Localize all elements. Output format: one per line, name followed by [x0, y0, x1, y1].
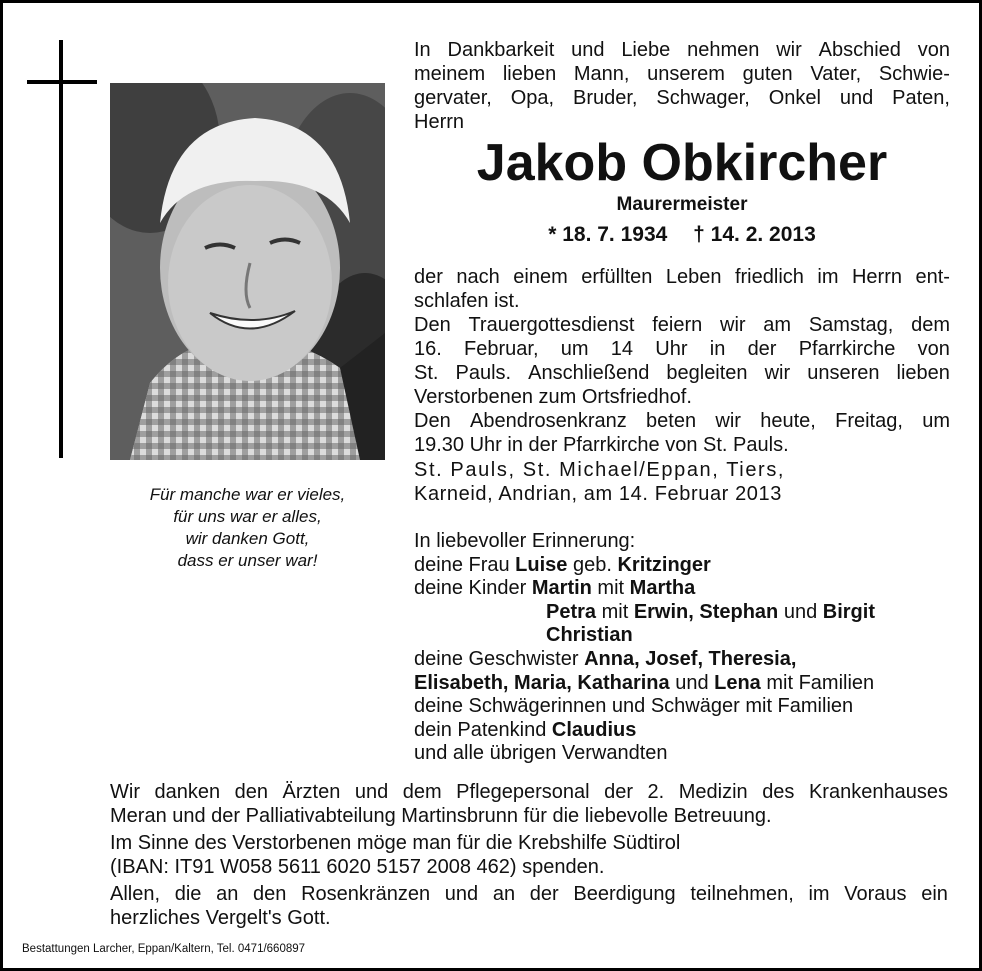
text: deine Geschwister — [414, 647, 585, 670]
verse-line: wir danken Gott, — [185, 529, 310, 548]
announcement-text — [414, 265, 950, 457]
closing-line: herzliches Vergelt's Gott. — [110, 906, 331, 929]
announcement-line: schlafen ist. — [414, 290, 520, 312]
verse-line: Für manche war er vieles, — [149, 485, 346, 504]
intro-line: In Dankbarkeit und Liebe nehmen wir Abschied von — [414, 39, 950, 61]
cross-icon-bar — [27, 80, 97, 84]
cross-icon — [59, 40, 63, 458]
announcement-line: der nach einem erfüllten Leben friedlich im Herrn ent- — [414, 266, 950, 288]
verse-line: für uns war er alles, — [173, 507, 322, 526]
text: deine Kinder — [414, 577, 532, 600]
deceased-name: Jakob Obkircher — [476, 134, 888, 192]
announcement-line: Den Trauergottesdienst feiern wir am Samstag, dem — [414, 314, 950, 336]
place-and-date — [414, 458, 950, 506]
mourner-godchild — [414, 719, 974, 743]
text: deine Frau — [414, 553, 516, 576]
name: Christian — [546, 624, 633, 647]
name: Elisabeth, Maria, Katharina — [414, 671, 670, 694]
place-line: Karneid, Andrian, am 14. Februar 2013 — [414, 483, 782, 505]
text: mit — [596, 600, 634, 623]
thanks-line: Wir danken den Ärzten und dem Pflegepersonal der 2. Medizin des Krankenhauses — [110, 781, 948, 803]
name: Kritzinger — [617, 553, 711, 576]
name: Claudius — [551, 718, 637, 741]
place-line: St. Pauls, St. Michael/Eppan, Tiers, — [414, 459, 786, 481]
name: Martin — [531, 577, 592, 600]
death-date: † 14. 2. 2013 — [693, 223, 816, 246]
mourner-children — [414, 601, 974, 625]
name: Birgit — [822, 600, 875, 623]
announcement-line: St. Pauls. Anschließend begleiten wir unseren lieben — [414, 362, 950, 384]
announcement-line: Verstorbenen zum Ortsfriedhof. — [414, 386, 692, 408]
intro-line: meinem lieben Mann, unserem guten Vater, Schwie- — [414, 63, 950, 85]
memory-heading: In liebevoller Erinnerung: — [414, 530, 636, 552]
memorial-verse — [110, 484, 385, 572]
text: dein Patenkind — [414, 718, 552, 741]
closing-line: Allen, die an den Rosenkränzen und an der Beerdigung teilnehmen, im Voraus ein — [110, 883, 948, 906]
mourner-wife — [414, 554, 974, 578]
intro-line: gervater, Opa, Bruder, Schwager, Onkel und Paten, — [414, 87, 950, 109]
portrait-illustration — [110, 83, 385, 460]
life-dates — [414, 220, 950, 250]
mourner-children — [414, 577, 974, 601]
birth-date: * 18. 7. 1934 — [548, 223, 668, 246]
name: Luise — [515, 553, 568, 576]
mourner-children — [414, 624, 974, 648]
announcement-line: Den Abendrosenkranz beten wir heute, Freitag, um — [414, 410, 950, 432]
name: Petra — [546, 600, 597, 623]
text: mit — [591, 577, 630, 600]
announcement-line: 16. Februar, um 14 Uhr in der Pfarrkirche von — [414, 338, 950, 360]
thanks-line: Meran und der Palliativabteilung Martinsbrunn für die liebevolle Betreuung. — [110, 804, 772, 827]
deceased-profession: Maurermeister — [616, 194, 748, 215]
announcement-line: 19.30 Uhr in der Pfarrkirche von St. Pauls. — [414, 434, 789, 456]
name: Lena — [714, 671, 761, 694]
verse-line: dass er unser war! — [177, 551, 318, 570]
mourner-relatives: und alle übrigen Verwandten — [414, 742, 668, 765]
name: Erwin, Stephan — [633, 600, 779, 623]
mourner-siblings — [414, 648, 974, 672]
donation-line: (IBAN: IT91 W058 5611 6020 5157 2008 462) spenden. — [110, 855, 605, 878]
name: Anna, Josef, Theresia, — [584, 647, 797, 670]
thanks-section — [110, 781, 948, 931]
intro-text — [414, 38, 950, 134]
text: geb. — [567, 553, 618, 576]
name: Martha — [629, 577, 696, 600]
donation-line: Im Sinne des Verstorbenen möge man für die Krebshilfe Südtirol — [110, 832, 681, 855]
text: und — [669, 671, 715, 694]
mourner-inlaws: deine Schwägerinnen und Schwäger mit Familien — [414, 695, 854, 718]
text: und — [778, 600, 823, 623]
mourners-list — [414, 530, 974, 766]
funeral-home-footer: Bestattungen Larcher, Eppan/Kaltern, Tel. 0471/660897 — [22, 943, 306, 955]
text: mit Familien — [760, 671, 875, 694]
mourner-siblings — [414, 672, 974, 696]
intro-line: Herrn — [414, 111, 465, 133]
portrait-photo — [110, 83, 385, 460]
